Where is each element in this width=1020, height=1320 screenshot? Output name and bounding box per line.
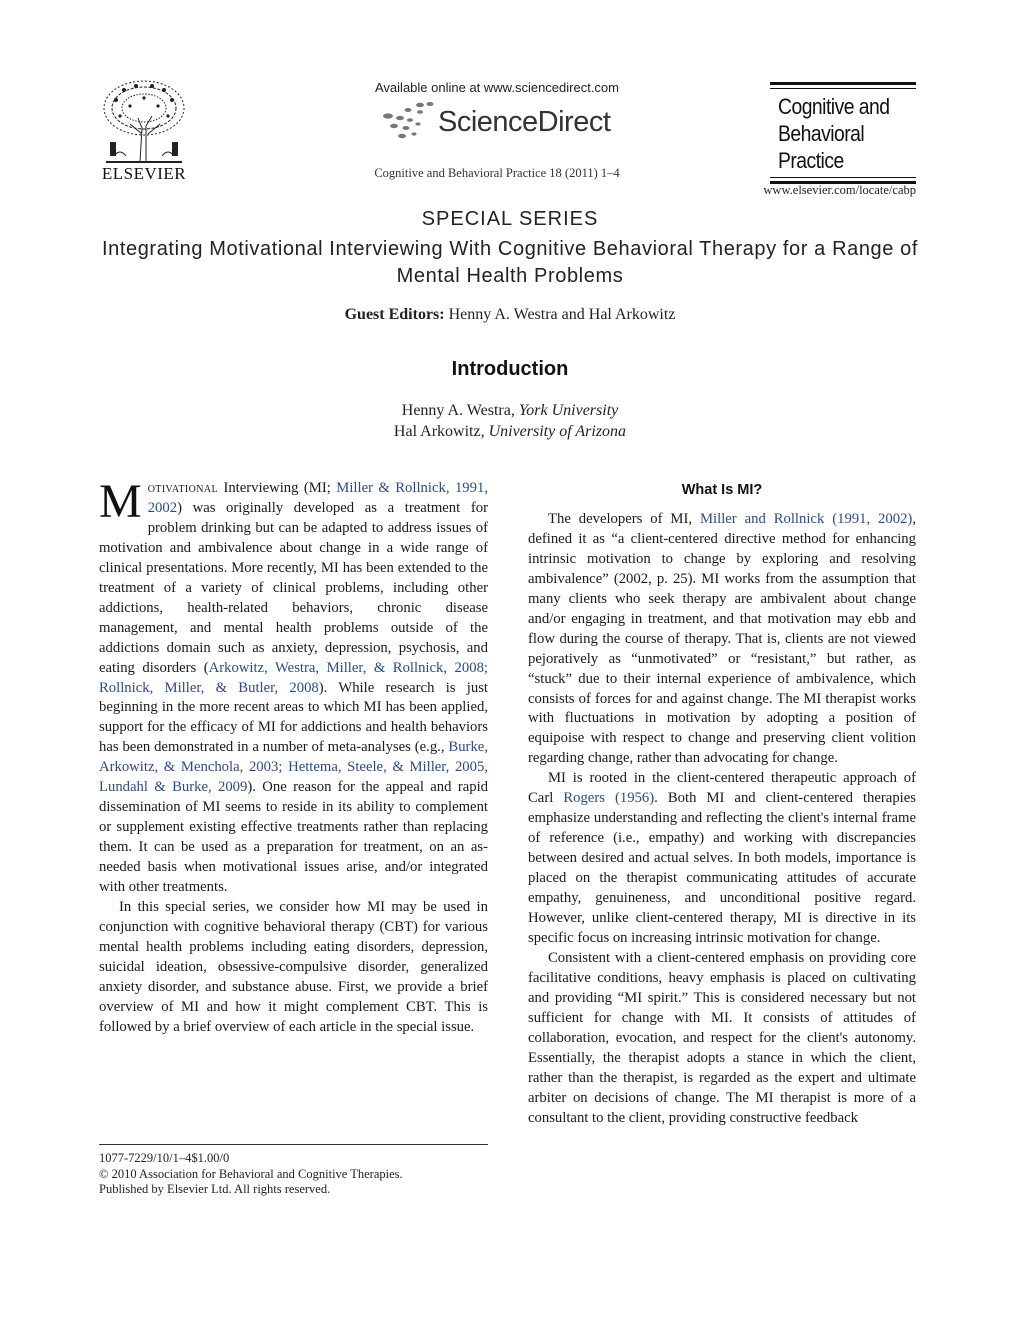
journal-name-line: Behavioral: [778, 121, 865, 146]
journal-name-line: Practice: [778, 148, 844, 173]
left-column: [99, 475, 489, 1038]
reference-link[interactable]: Arkowitz, Westra, Miller, & Rollnick, 2008; Rollnick, Miller, & Butler, 2008: [99, 659, 489, 696]
paragraph-text: ). One reason for the appeal and rapid dissemination of MI seems to reside in its ability to complement or supplement existing effective treatments rather than replacing them. It can be used as a preparation for treatment, on an as-needed basis when motivational issues arise, and/or integrated with other treatments.: [99, 779, 488, 896]
author-line: [0, 423, 1020, 441]
article-heading: Introduction: [451, 358, 569, 380]
journal-logo-rule-bottom: [770, 177, 916, 178]
drop-cap: M: [99, 475, 142, 528]
body-paragraph: Consistent with a client-centered emphasis on providing core facilitative conditions, heavy emphasis is placed on cultivating and providing “MI spirit.” This is considered necessary but not sufficient for change with MI. It consists of attitudes of collaboration, evocation, and respect for the client's autonomy. Essentially, the therapist adopts a stance in which the client, rather than the therapist, is regarded as the expert and ultimate arbiter on decisions of change. The MI therapist is more of a consultant to the client, providing constructive feedback: [528, 949, 916, 1126]
author-affiliation: York University: [518, 402, 619, 419]
sciencedirect-wordmark: ScienceDirect: [438, 106, 611, 138]
journal-logo: [770, 82, 916, 184]
smallcaps-lead: otivational: [147, 480, 219, 496]
body-paragraph: [528, 510, 916, 769]
reference-link[interactable]: Miller & Rollnick, 1991, 2002: [147, 480, 488, 516]
paragraph-text: ). While research is just beginning in the more recent areas to which MI has been applied, support for the efficacy of MI for addictions and health behaviors has been demonstrated in a number of meta-analyses (e.g.,: [99, 679, 488, 756]
journal-citation: Cognitive and Behavioral Practice 18 (2011) 1–4: [374, 166, 620, 180]
guest-editors-label: Guest Editors:: [344, 306, 445, 323]
sciencedirect-logo: [380, 98, 620, 142]
paragraph-text: ) was originally developed as a treatment for problem drinking but can be adapted to address issues of motivation and ambivalence about change in a wide range of clinical presentations. More recently, MI has been extended to the treatment of a variety of clinical problems, including other addictions, health-related behaviors, chronic disease management, and mental health problems outside of the addictions domain such as anxiety, depression, psychosis, and eating disorders (: [99, 499, 488, 676]
paragraph-text: MI is rooted in the client-centered therapeutic approach of Carl: [528, 770, 916, 807]
journal-logo-rule-top: [770, 88, 916, 89]
footnote-line: Published by Elsevier Ltd. All rights reserved.: [99, 1182, 331, 1197]
guest-editors: [0, 306, 1020, 324]
reference-link[interactable]: Miller and Rollnick (1991, 2002): [699, 510, 913, 527]
footnote-line: © 2010 Association for Behavioral and Cognitive Therapies.: [99, 1166, 403, 1181]
author-line: [0, 402, 1020, 420]
footnote-divider: [99, 1144, 488, 1145]
right-column: [528, 479, 916, 1129]
author-affiliation: University of Arizona: [488, 423, 627, 440]
footnote-line: 1077-7229/10/1–4$1.00/0: [99, 1151, 230, 1165]
section-subheading: What Is MI?: [681, 482, 763, 498]
reference-link[interactable]: Rogers (1956): [563, 790, 655, 807]
series-title: Integrating Motivational Interviewing With Cognitive Behavioral Therapy for a Range of Mental Health Problems: [101, 238, 919, 287]
reference-link[interactable]: Burke, Arkowitz, & Menchola, 2003; Hettema, Steele, & Miller, 2005, Lundahl & Burke, 2009: [99, 739, 488, 796]
journal-url-link[interactable]: www.elsevier.com/locate/cabp: [763, 183, 916, 197]
journal-name: [778, 93, 890, 174]
paragraph-text: Interviewing (MI;: [218, 480, 337, 496]
paragraph-text: The developers of MI,: [548, 510, 700, 527]
sciencedirect-dots-icon: [380, 100, 440, 140]
body-paragraph: [528, 769, 916, 949]
author-name: Henny A. Westra,: [401, 402, 515, 419]
copyright-footnote: [99, 1151, 488, 1198]
body-paragraph: [99, 475, 489, 898]
body-paragraph: In this special series, we consider how MI may be used in conjunction with cognitive behavioral therapy (CBT) for various mental health problems including eating disorders, depression, suicidal ideation, obsessive-compulsive disorder, generalized anxiety disorder, and substance abuse. First, we provide a brief overview of MI and how it might complement CBT. This is followed by a brief overview of each article in the special issue.: [99, 899, 488, 1035]
author-name: Hal Arkowitz,: [393, 423, 485, 440]
elsevier-wordmark: ELSEVIER: [101, 164, 187, 183]
journal-name-line: Cognitive and: [778, 94, 890, 119]
guest-editors-names: Henny A. Westra and Hal Arkowitz: [444, 306, 676, 323]
series-label: SPECIAL SERIES: [421, 208, 599, 230]
available-online-text: Available online at www.sciencedirect.com: [375, 80, 619, 95]
paragraph-text: . Both MI and client-centered therapies emphasize understanding and reflecting the client's internal frame of reference (i.e., empathy) and working with discrepancies between desired and actual selves. In both models, importance is placed on the therapist communicating attitudes of accurate empathy, genuineness, and unconditional positive regard. However, unlike client-centered therapy, MI is directive in its specific focus on increasing intrinsic motivation for change.: [528, 790, 916, 946]
paragraph-text: , defined it as “a client-centered directive method for enhancing intrinsic motivation to change by exploring and resolving ambivalence” (2002, p. 25). MI works from the assumption that many clients who seek therapy are ambivalent about change and/or engaging in treatment, and that motivation may ebb and flow during the course of therapy. That is, clients are not viewed pejoratively as “unmotivated” or “resistant,” but rather, as “stuck” due to their internal experience of ambivalence, which consists of forces for and against change. The MI therapist works with fluctuations in motivation by adopting a position of equipoise with respect to change and preserving client volition regarding change, rather than advocating for change.: [528, 510, 916, 767]
